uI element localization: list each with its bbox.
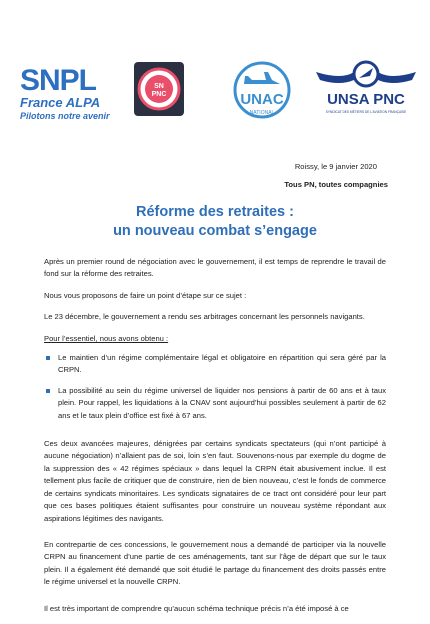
paragraph-point: Nous vous proposons de faire un point d’étape sur ce sujet : — [44, 290, 247, 300]
svg-text:SYNDICAT DES MÉTIERS DE L'AVIA: SYNDICAT DES MÉTIERS DE L'AVIATION FRANÇAISE — [325, 110, 407, 114]
svg-text:UNSA PNC: UNSA PNC — [327, 91, 405, 108]
bullet-item — [44, 352, 386, 377]
bullet-square-icon — [46, 389, 50, 393]
title-line-2: un nouveau combat s’engage — [113, 223, 317, 239]
unac-logo — [232, 60, 292, 126]
paragraph-obtained-heading: Pour l’essentiel, nous avons obtenu : — [44, 333, 169, 343]
document-title — [0, 203, 430, 241]
recipients: Tous PN, toutes compagnies — [284, 180, 388, 189]
logo-banner — [0, 0, 430, 140]
bullet-square-icon — [46, 356, 50, 360]
svg-text:NATIONAL: NATIONAL — [249, 110, 275, 116]
svg-text:PNC: PNC — [151, 91, 167, 98]
paragraph-intro: Après un premier round de négociation avec le gouvernement, il est temps de reprendre le travail de fond sur la réforme des retraites. — [44, 257, 386, 279]
bullet-text: Le maintien d’un régime complémentaire légal et obligatoire en répartition qui sera géré par la CRPN. — [58, 353, 386, 375]
snpl-logo-subtitle: France ALPA — [20, 95, 101, 110]
paragraph-important: Il est très important de comprendre qu’aucun schéma technique précis n’a été imposé à ce — [44, 603, 349, 613]
title-line-1: Réforme des retraites : — [136, 204, 294, 220]
bullet-item — [44, 385, 386, 422]
paragraph-advances: Ces deux avancées majeures, dénigrées par certains syndicats spectateurs (qui n’ont participé à aucune négociation) n’allaient pas de soi, loin s’en faut. Souvenons-nous par exemple du dogme de la suppression des « 42 régimes spéciaux » dans lequel la CRPN était abusivement inclue. Il est tellement plus facile de critiquer que de construire, rien de bien nouveau, c’est le fonds de commerce de certains syndicats minoritaires. Les syndicats signataires de ce tract ont considéré pour leur part que ces bases politiques étaient suffisantes pour construire un nouveau système répondant aux aspirations légitimes des navigants. — [44, 439, 386, 523]
document-date: Roissy, le 9 janvier 2020 — [294, 162, 377, 171]
unsa-pnc-logo — [306, 54, 426, 124]
svg-text:SN: SN — [154, 83, 164, 90]
svg-text:UNAC: UNAC — [240, 91, 284, 108]
paragraph-arbitrages: Le 23 décembre, le gouvernement a rendu ses arbitrages concernant les personnels navigants. — [44, 312, 365, 322]
snpl-logo — [20, 66, 120, 122]
paragraph-counterpart: En contrepartie de ces concessions, le gouvernement nous a demandé de participer via la nouvelle CRPN au financement d’une partie de ces aménagements, tant sur l’âge de départ que sur le taux plein. Il a également été demandé que soit étudié le partage du financement des droits passés entre le régime universel et la nouvelle CRPN. — [44, 539, 386, 587]
bullet-text: La possibilité au sein du régime universel de liquider nos pensions à partir de 60 ans et à taux plein. Pour rappel, les liquidations à la CNAV sont aujourd’hui possibles seulement à partir de 62 ans et le taux plein d’office est fixé à 67 ans. — [58, 385, 386, 420]
snpnc-logo — [134, 62, 184, 116]
snpl-logo-name: SNPL — [20, 64, 97, 97]
snpl-logo-tagline: Pilotons notre avenir — [20, 111, 110, 121]
document-body — [44, 256, 386, 624]
